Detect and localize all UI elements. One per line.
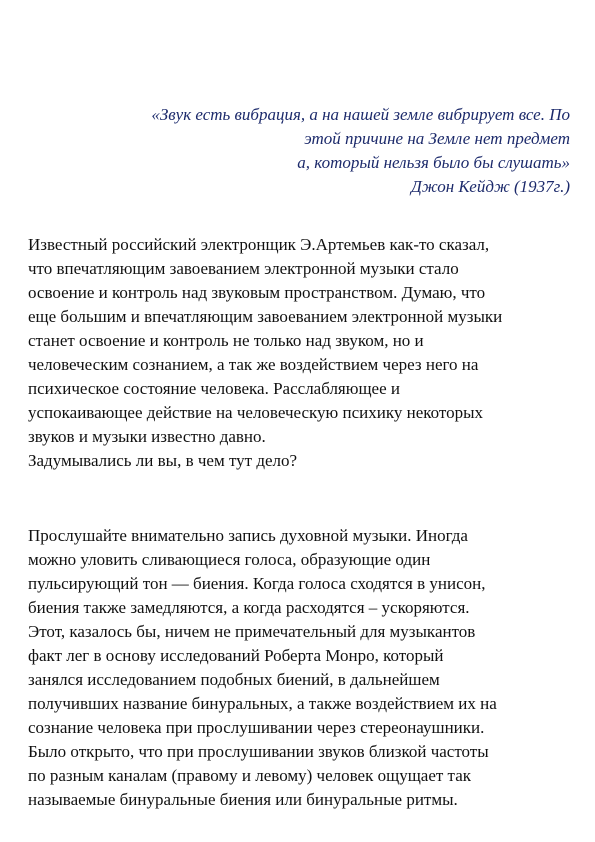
- text-line: по разным каналам (правому и левому) человек ощущает так: [28, 766, 471, 785]
- text-line: звуков и музыки известно давно.: [28, 427, 266, 446]
- text-line: что впечатляющим завоеванием электронной музыки стало: [28, 259, 459, 278]
- text-line: человеческим сознанием, а так же воздействием через него на: [28, 355, 479, 374]
- text-line: получивших название бинуральных, а также воздействием их на: [28, 694, 497, 713]
- text-line: пульсирующий тон — биения. Когда голоса сходятся в унисон,: [28, 574, 486, 593]
- text-line: сознание человека при прослушивании через стереонаушники.: [28, 718, 485, 737]
- text-line: Известный российский электронщик Э.Артемьев как-то сказал,: [28, 235, 490, 254]
- text-line: освоение и контроль над звуковым пространством. Думаю, что: [28, 283, 486, 302]
- quote-line: этой причине на Земле нет предмет: [304, 129, 570, 148]
- paragraph-binaural: [28, 524, 588, 812]
- paragraph-artemiev: [28, 233, 588, 473]
- epigraph-quote: [40, 103, 570, 199]
- quote-author: Джон Кейдж (1937г.): [411, 177, 570, 196]
- text-line: Было открыто, что при прослушивании звуков близкой частоты: [28, 742, 489, 761]
- text-line: еще большим и впечатляющим завоеванием электронной музыки: [28, 307, 503, 326]
- text-line: можно уловить сливающиеся голоса, образующие один: [28, 550, 431, 569]
- text-line: Этот, казалось бы, ничем не примечательный для музыкантов: [28, 622, 476, 641]
- text-line: биения также замедляются, а когда расходятся – ускоряются.: [28, 598, 470, 617]
- text-line: станет освоение и контроль не только над звуком, но и: [28, 331, 424, 350]
- quote-line: «Звук есть вибрация, а на нашей земле вибрирует все. По: [151, 105, 570, 124]
- text-line: психическое состояние человека. Расслабляющее и: [28, 379, 400, 398]
- text-line: Задумывались ли вы, в чем тут дело?: [28, 451, 298, 470]
- text-line: занялся исследованием подобных биений, в дальнейшем: [28, 670, 440, 689]
- text-line: успокаивающее действие на человеческую психику некоторых: [28, 403, 484, 422]
- quote-line: а, который нельзя было бы слушать»: [297, 153, 570, 172]
- text-line: факт лег в основу исследований Роберта Монро, который: [28, 646, 444, 665]
- text-line: Прослушайте внимательно запись духовной музыки. Иногда: [28, 526, 468, 545]
- text-line: называемые бинуральные биения или бинуральные ритмы.: [28, 790, 458, 809]
